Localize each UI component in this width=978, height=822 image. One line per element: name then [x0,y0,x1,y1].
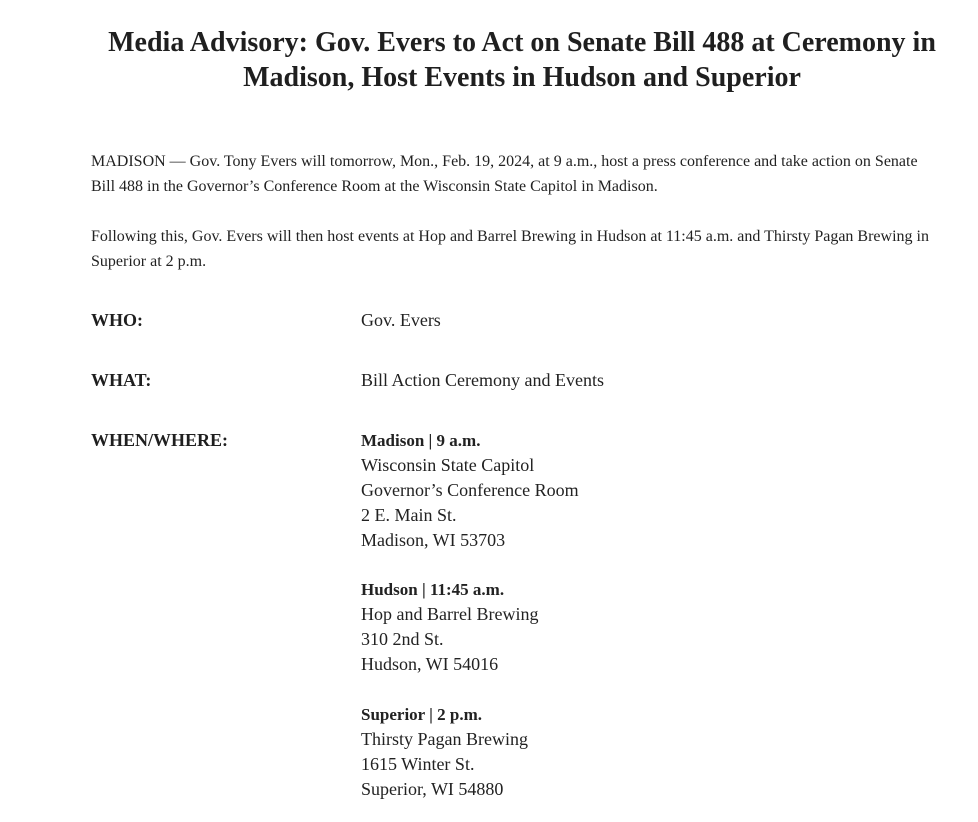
address-line: Governor’s Conference Room [361,480,579,500]
location-city: Madison [361,431,425,450]
location-time: 2 p.m. [437,705,483,724]
location-separator: | [424,705,438,724]
location-city: Hudson [361,580,418,599]
what-label: WHAT: [91,370,152,390]
location-city: Superior [361,705,425,724]
address-line: Hudson, WI 54016 [361,654,499,674]
what-value: Bill Action Ceremony and Events [361,370,604,390]
when-where-label: WHEN/WHERE: [91,430,229,450]
location-superior [361,702,761,802]
address-line: 1615 Winter St. [361,754,475,774]
who-value: Gov. Evers [361,310,441,330]
location-madison [361,428,761,553]
address-line: 310 2nd St. [361,629,444,649]
location-heading [361,428,761,453]
location-time: 11:45 a.m. [429,580,505,599]
location-separator: | [417,580,430,599]
address-line: 2 E. Main St. [361,505,457,525]
address-line: Hop and Barrel Brewing [361,604,539,624]
location-hudson [361,577,761,677]
location-separator: | [424,431,437,450]
address-line: Thirsty Pagan Brewing [361,729,528,749]
who-label: WHO: [91,310,143,330]
location-heading [361,577,761,602]
advisory-title: Media Advisory: Gov. Evers to Act on Senate Bill 488 at Ceremony in Madison, Host Events in Hudson and Superior [108,27,936,93]
address-line: Wisconsin State Capitol [361,455,535,475]
location-time: 9 a.m. [436,431,481,450]
address-line: Madison, WI 53703 [361,530,506,550]
address-line: Superior, WI 54880 [361,779,504,799]
location-heading [361,702,761,727]
followup-paragraph: Following this, Gov. Evers will then host events at Hop and Barrel Brewing in Hudson at 11:45 a.m. and Thirsty Pagan Brewing in Superior at 2 p.m. [91,228,929,270]
intro-paragraph: MADISON — Gov. Tony Evers will tomorrow, Mon., Feb. 19, 2024, at 9 a.m., host a press conference and take action on Senate Bill 488 in the Governor’s Conference Room at the Wisconsin State Capitol in Madison. [91,153,918,195]
